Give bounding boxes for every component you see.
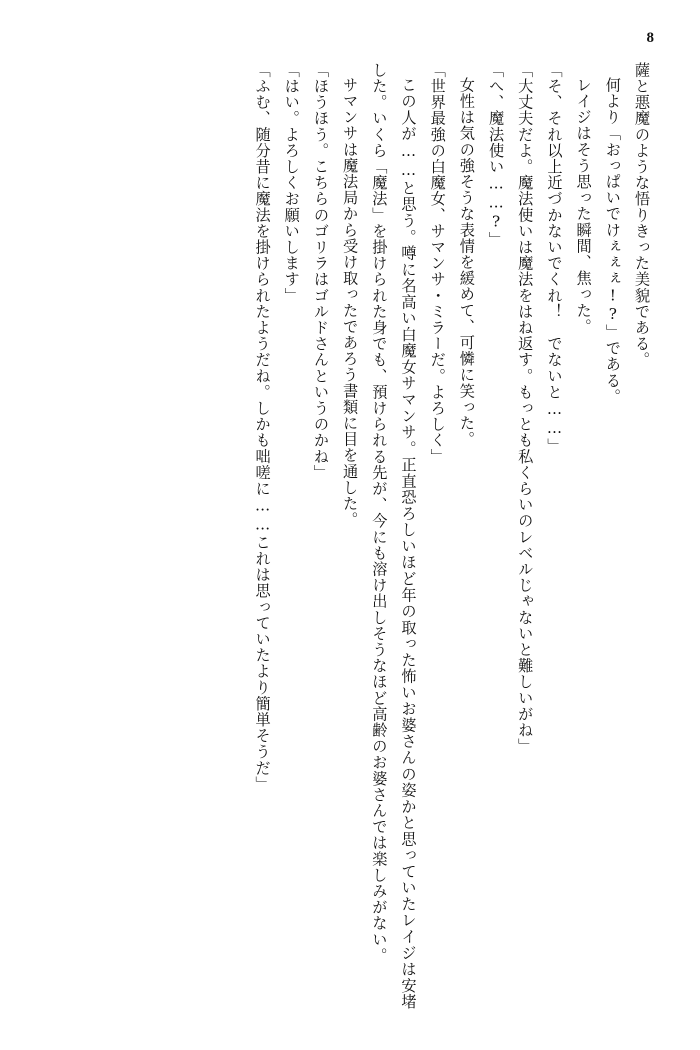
page-number: 8 xyxy=(646,30,654,46)
paragraph: サマンサは魔法局から受け取ったであろう書類に目を通した。 xyxy=(341,77,360,528)
paragraph: 「大丈夫だよ。魔法使いは魔法をはね返す。もっとも私くらいのレベルじゃないと難しいがね」 xyxy=(516,62,535,755)
paragraph: 「そ、それ以上近づかないでくれ！ でないと……」 xyxy=(545,62,564,454)
paragraph: 「へ、魔法使い……?」 xyxy=(487,62,506,248)
paragraph: 「はい。よろしくお願いします」 xyxy=(282,62,301,304)
paragraph: 「ふむ、随分昔に魔法を掛けられたようだね。しかも咄嗟に……これは思っていたより簡単そうだ」 xyxy=(253,62,272,793)
paragraph: この人が……と思う。噂に名高い白魔女サマンサ。正直恐ろしいほど年の取った怖いお婆さんの姿かと思っていたレイジは安堵した。いくら「魔法」を掛けられた身でも、預けられる先が、今にも溶け出しそうなほど高齢のお婆さんでは楽しみがない。 xyxy=(370,62,418,1010)
body-text xyxy=(58,62,656,1010)
paragraph: 女性は気の強そうな表情を緩めて、可憐に笑った。 xyxy=(457,77,476,448)
paragraph: 薩と悪魔のような悟りきった美貌である。 xyxy=(633,62,651,368)
paragraph: 「ほうほう。こちらのゴリラはゴルドさんというのかね」 xyxy=(311,62,330,481)
paragraph: 「世界最強の白魔女、サマンサ・ミラーだ。よろしく」 xyxy=(428,62,447,465)
paragraph: 何より「おっぱいでけぇぇぇ!?」である。 xyxy=(603,77,622,405)
paragraph: レイジはそう思った瞬間、焦った。 xyxy=(574,77,593,335)
